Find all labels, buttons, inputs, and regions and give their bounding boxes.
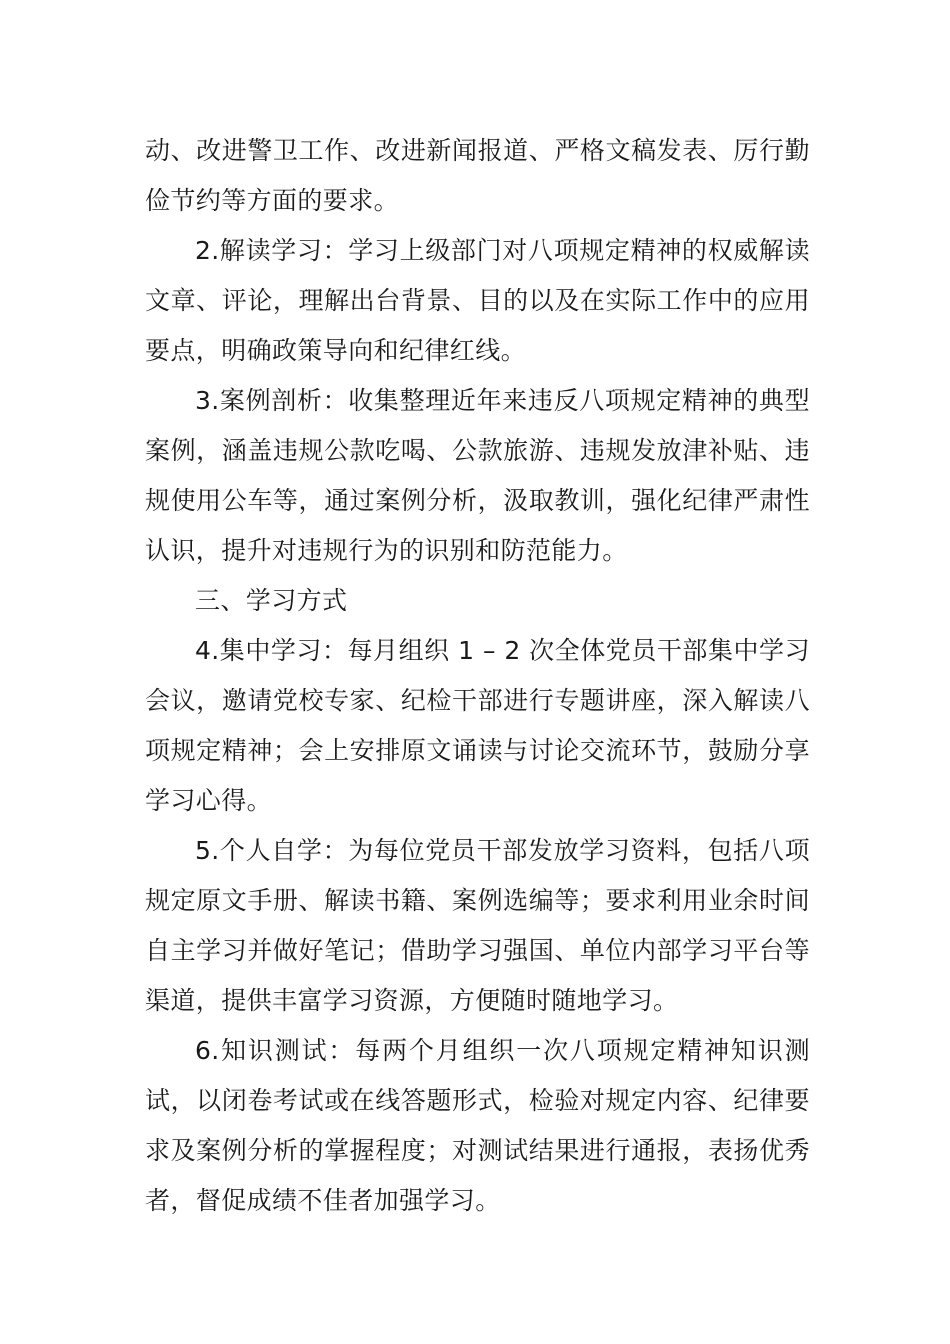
paragraph-continuation: 动、改进警卫工作、改进新闻报道、严格文稿发表、厉行勤俭节约等方面的要求。	[145, 136, 810, 215]
paragraph-self-study: 5.个人自学：为每位党员干部发放学习资料，包括八项规定原文手册、解读书籍、案例选编等；要求利用业余时间自主学习并做好笔记；借助学习强国、单位内部学习平台等渠道，提供丰富学习资源，方便随时随地学习。	[145, 836, 810, 1015]
document-body	[145, 126, 810, 1226]
paragraph-case-analysis: 3.案例剖析：收集整理近年来违反八项规定精神的典型案例，涵盖违规公款吃喝、公款旅游、违规发放津补贴、违规使用公车等，通过案例分析，汲取教训，强化纪律严肃性认识，提升对违规行为的识别和防范能力。	[145, 386, 810, 565]
section-heading-study-methods: 三、学习方式	[195, 586, 348, 615]
paragraph-knowledge-test: 6.知识测试：每两个月组织一次八项规定精神知识测试，以闭卷考试或在线答题形式，检验对规定内容、纪律要求及案例分析的掌握程度；对测试结果进行通报，表扬优秀者，督促成绩不佳者加强学习。	[145, 1036, 810, 1215]
paragraph-centralized-study: 4.集中学习：每月组织 1 – 2 次全体党员干部集中学习会议，邀请党校专家、纪检干部进行专题讲座，深入解读八项规定精神；会上安排原文诵读与讨论交流环节，鼓励分享学习心得。	[145, 636, 810, 815]
paragraph-interpretation-study: 2.解读学习：学习上级部门对八项规定精神的权威解读文章、评论，理解出台背景、目的以及在实际工作中的应用要点，明确政策导向和纪律红线。	[145, 236, 810, 365]
